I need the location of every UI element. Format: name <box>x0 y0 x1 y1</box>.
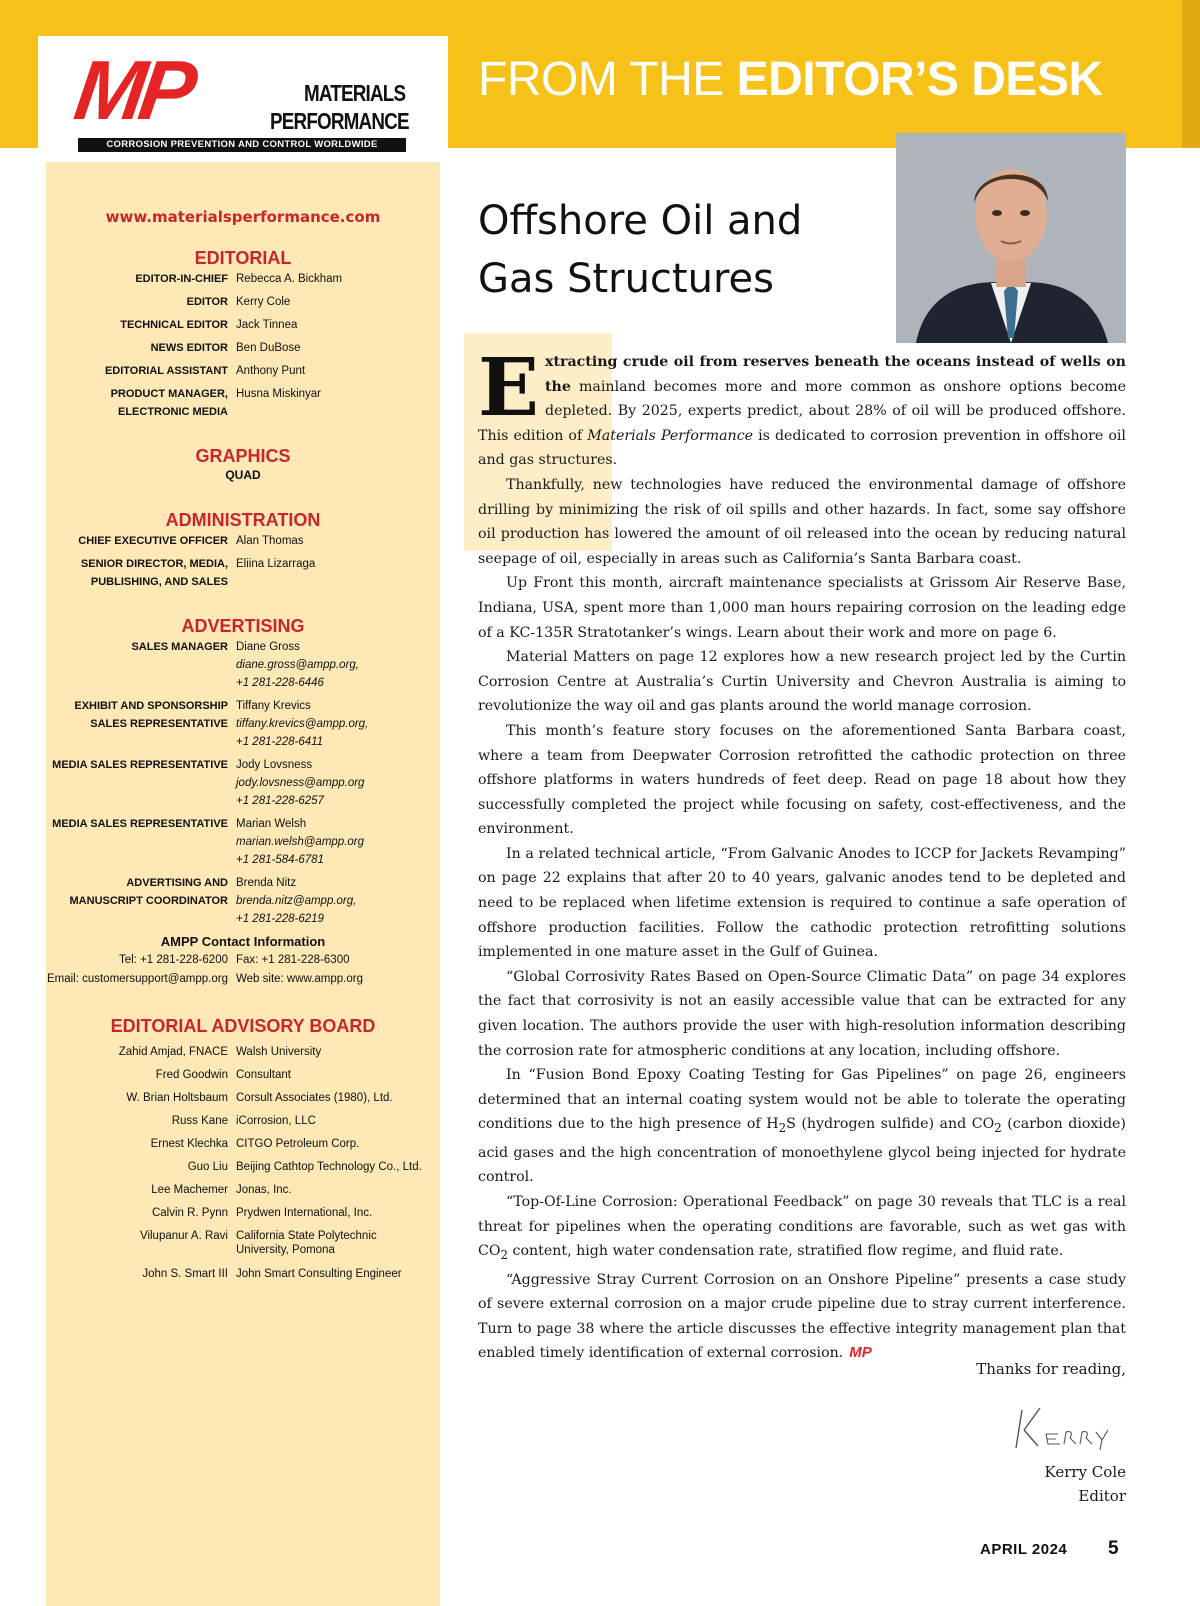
contact-fax: Fax: +1 281-228-6300 <box>236 954 350 966</box>
paragraph-text: mainland becomes more and more common as onshore options become depleted. By 2025, experts predict, about 28% of oil will be produced offshore. This edition of <box>478 378 1126 444</box>
ad-email[interactable]: marian.welsh@ampp.org <box>236 836 365 848</box>
advertising-heading: ADVERTISING <box>181 616 305 636</box>
article-body <box>478 340 1126 1366</box>
logo-mark: MP <box>69 43 197 137</box>
paragraph-text: S (hydrogen sulfide) and CO <box>786 1116 995 1133</box>
board-member: W. Brian Holtsbaum <box>126 1092 228 1104</box>
ad-role: MEDIA SALES REPRESENTATIVE <box>52 759 228 771</box>
editor-portrait-image <box>896 133 1126 343</box>
ad-role-line1: ADVERTISING AND <box>126 877 228 889</box>
board-member: Russ Kane <box>171 1115 228 1127</box>
article-title: Offshore Oil and Gas Structures <box>478 198 803 302</box>
ad-name: Jody Lovsness <box>236 759 313 771</box>
administration-heading: ADMINISTRATION <box>165 510 321 530</box>
editor-name: Kerry Cole <box>1044 1463 1126 1481</box>
ad-name: Tiffany Krevics <box>236 700 311 712</box>
magazine-name: Materials Performance <box>587 427 754 444</box>
end-mark-logo: MP <box>849 1344 872 1362</box>
paragraph: Material Matters on page 12 explores how a new research project led by the Curtin Corrosion Centre at Australia’s Curtin University and Chevron Australia is aiming to revolutionize the way oil and gas plants around the world manage corrosion. <box>478 649 1126 715</box>
contact-tel: Tel: +1 281-228-6200 <box>118 954 228 966</box>
board-org: CITGO Petroleum Corp. <box>236 1138 360 1150</box>
logo-line1: MATERIALS <box>304 80 406 106</box>
staff-role: PUBLISHING, AND SALES <box>90 576 228 588</box>
logo-line2: PERFORMANCE <box>270 108 409 134</box>
ad-role <box>48 874 228 910</box>
staff-role: NEWS EDITOR <box>150 342 228 354</box>
staff-name: Alan Thomas <box>236 535 304 547</box>
staff-role: ELECTRONIC MEDIA <box>118 406 228 418</box>
contact-web[interactable]: Web site: www.ampp.org <box>236 973 363 985</box>
section-banner <box>478 52 1103 107</box>
board-member: Ernest Klechka <box>150 1138 228 1150</box>
ad-phone: +1 281-584-6781 <box>236 854 324 866</box>
board-org: Consultant <box>236 1069 291 1081</box>
staff-name: Husna Miskinyar <box>236 388 321 400</box>
subscript: 2 <box>778 1121 787 1136</box>
ad-name: Brenda Nitz <box>236 877 297 889</box>
paragraph-text: In “Fusion Bond Epoxy Coating Testing for Gas Pipelines” on page 26, engineers determined that an internal coating system would not be able to tolerate the operating conditions due to the high presence of H <box>478 1067 1126 1133</box>
paragraph: This month’s feature story focuses on the aforementioned Santa Barbara coast, where a team from Deepwater Corrosion retrofitted the cathodic protection on three offshore platforms in waters hundreds of feet deep. Read on page 18 about how they successfully completed the project while focusing on safety, cost-effectiveness, and the environment. <box>478 722 1126 838</box>
staff-name: Jack Tinnea <box>236 319 298 331</box>
signature <box>1010 1400 1130 1456</box>
ad-email[interactable]: tiffany.krevics@ampp.org, <box>236 718 369 730</box>
staff-name: Eliina Lizarraga <box>236 558 316 570</box>
board-member: Calvin R. Pynn <box>151 1207 228 1219</box>
paragraph-text: content, high water condensation rate, stratified flow regime, and fluid rate. <box>508 1243 1064 1260</box>
ad-name: Marian Welsh <box>236 818 307 830</box>
paragraph <box>478 340 1126 473</box>
editor-photo <box>896 133 1126 343</box>
staff-role: SENIOR DIRECTOR, MEDIA, <box>80 558 228 570</box>
ad-contact-details <box>236 874 436 928</box>
board-org: California State Polytechnic University, Pomona <box>236 1230 377 1256</box>
banner-light: FROM THE <box>478 53 737 106</box>
paragraph-text: (carbon dioxide) acid gases and the high concentration of monoethylene glycol being injected for hydrate control. <box>478 1116 1126 1186</box>
ad-phone: +1 281-228-6446 <box>236 677 324 689</box>
ad-contact-details <box>236 815 436 869</box>
ad-email[interactable]: brenda.nitz@ampp.org, <box>236 895 357 907</box>
closing-thanks: Thanks for reading, <box>976 1360 1126 1378</box>
paragraph: Thankfully, new technologies have reduced the environmental damage of offshore drilling by minimizing the risk of oil spills and other hazards. In fact, some say offshore oil production has lowered the amount of oil released into the ocean by reducing natural seepage of oil, especially in areas such as California’s Santa Barbara coast. <box>478 476 1126 567</box>
graphics-heading: GRAPHICS <box>195 446 291 466</box>
contact-email[interactable]: Email: customersupport@ampp.org <box>46 973 228 985</box>
ad-role-line2: SALES REPRESENTATIVE <box>90 718 228 730</box>
website-link[interactable]: www.materialsperformance.com <box>105 208 381 226</box>
ad-phone: +1 281-228-6257 <box>236 795 324 807</box>
board-member: Zahid Amjad, FNACE <box>118 1046 228 1058</box>
board-org: iCorrosion, LLC <box>236 1115 316 1127</box>
staff-role: PRODUCT MANAGER, <box>110 388 228 400</box>
ad-contact-details <box>236 638 436 692</box>
banner-bold: EDITOR’S DESK <box>736 53 1103 106</box>
board-member: John S. Smart III <box>142 1268 228 1280</box>
masthead-sidebar <box>38 36 448 1606</box>
paragraph: Up Front this month, aircraft maintenance specialists at Grissom Air Reserve Base, Indiana, USA, spent more than 1,000 man hours repairing corrosion on the leading edge of a KC-135R Stratotanker’s wings. Learn about their work and more on page 6. <box>478 575 1126 641</box>
drop-cap: E <box>478 340 539 434</box>
paragraph: “Global Corrosivity Rates Based on Open-Source Climatic Data” on page 34 explores the fact that corrosivity is not an easily accessible value that can be extracted for any given location. The authors provide the user with high-resolution information describing the corrosion rate for atmospheric conditions at any location, including offshore. <box>478 968 1126 1059</box>
editor-title: Editor <box>1078 1487 1126 1505</box>
logo-tagline: CORROSION PREVENTION AND CONTROL WORLDWIDE <box>78 138 406 152</box>
editorial-heading: EDITORIAL <box>194 248 292 268</box>
staff-role: CHIEF EXECUTIVE OFFICER <box>78 535 228 547</box>
paragraph <box>478 1190 1126 1268</box>
staff-role: EDITOR <box>186 296 228 308</box>
board-org: John Smart Consulting Engineer <box>236 1268 402 1280</box>
ad-contact-details <box>236 697 436 751</box>
board-member: Fred Goodwin <box>155 1069 228 1081</box>
mp-logo <box>46 36 440 162</box>
board-org: Prydwen International, Inc. <box>236 1207 373 1219</box>
board-heading: EDITORIAL ADVISORY BOARD <box>110 1016 376 1036</box>
ad-role <box>48 697 228 733</box>
staff-role: TECHNICAL EDITOR <box>120 319 228 331</box>
board-member: Lee Machemer <box>151 1184 228 1196</box>
ad-email[interactable]: diane.gross@ampp.org, <box>236 659 359 671</box>
paragraph <box>478 1063 1126 1190</box>
paragraph <box>478 1268 1126 1366</box>
staff-role: EDITOR-IN-CHIEF <box>135 273 228 285</box>
contact-heading: AMPP Contact Information <box>160 934 326 949</box>
ad-role: MEDIA SALES REPRESENTATIVE <box>52 818 228 830</box>
ad-name: Diane Gross <box>236 641 300 653</box>
paragraph-text: “Top-Of-Line Corrosion: Operational Feedback” on page 30 reveals that TLC is a real threat for pipelines when the operating conditions are favorable, such as wet gas with CO <box>478 1194 1126 1260</box>
staff-role: EDITORIAL ASSISTANT <box>104 365 228 377</box>
paragraph: In a related technical article, “From Galvanic Anodes to ICCP for Jackets Revamping” on page 22 explains that after 20 to 40 years, galvanic anodes tend to be depleted and need to be replaced when lifetime extension is required to continue a safe operation of offshore production facilities. Follow the cathodic protection retrofitting solutions implemented in one mature asset in the Gulf of Guinea. <box>478 845 1126 961</box>
graphics-value: QUAD <box>225 468 261 482</box>
staff-name: Ben DuBose <box>236 342 301 354</box>
ad-contact-details <box>236 756 436 810</box>
board-org: Jonas, Inc. <box>236 1184 292 1196</box>
issue-date: APRIL 2024 <box>980 1541 1068 1558</box>
paragraph-text: is dedicated to corrosion prevention in offshore oil and gas structures. <box>478 427 1126 469</box>
board-org: Walsh University <box>236 1046 322 1058</box>
ad-email[interactable]: jody.lovsness@ampp.org <box>236 777 365 789</box>
ad-phone: +1 281-228-6219 <box>236 913 324 925</box>
staff-name: Kerry Cole <box>236 296 291 308</box>
subscript: 2 <box>500 1248 509 1263</box>
board-member: Guo Liu <box>187 1161 228 1173</box>
staff-name: Rebecca A. Bickham <box>236 273 343 285</box>
staff-name: Anthony Punt <box>236 365 306 377</box>
ad-role-line2: MANUSCRIPT COORDINATOR <box>69 895 228 907</box>
paragraph-text: “Aggressive Stray Current Corrosion on an Onshore Pipeline” presents a case study of severe external corrosion on a major crude pipeline due to stray current interference. Turn to page 38 where the article discusses the effective integrity management plan that enabled timely identification of external corrosion. <box>478 1271 1126 1362</box>
page-number: 5 <box>1108 1538 1119 1559</box>
subscript: 2 <box>994 1121 1002 1136</box>
ad-role-line1: EXHIBIT AND SPONSORSHIP <box>74 700 228 712</box>
board-member: Vilupanur A. Ravi <box>139 1230 228 1242</box>
header-band-edge <box>1182 0 1200 148</box>
lead-in: xtracting crude oil from reserves beneath the oceans instead of wells on the <box>544 354 1126 395</box>
ad-role: SALES MANAGER <box>131 641 228 653</box>
board-org: Corsult Associates (1980), Ltd. <box>236 1092 393 1104</box>
editor-signoff <box>1045 1460 1126 1508</box>
board-org: Beijing Cathtop Technology Co., Ltd. <box>236 1161 422 1173</box>
ad-phone: +1 281-228-6411 <box>236 736 324 748</box>
masthead-panel <box>46 44 440 1606</box>
